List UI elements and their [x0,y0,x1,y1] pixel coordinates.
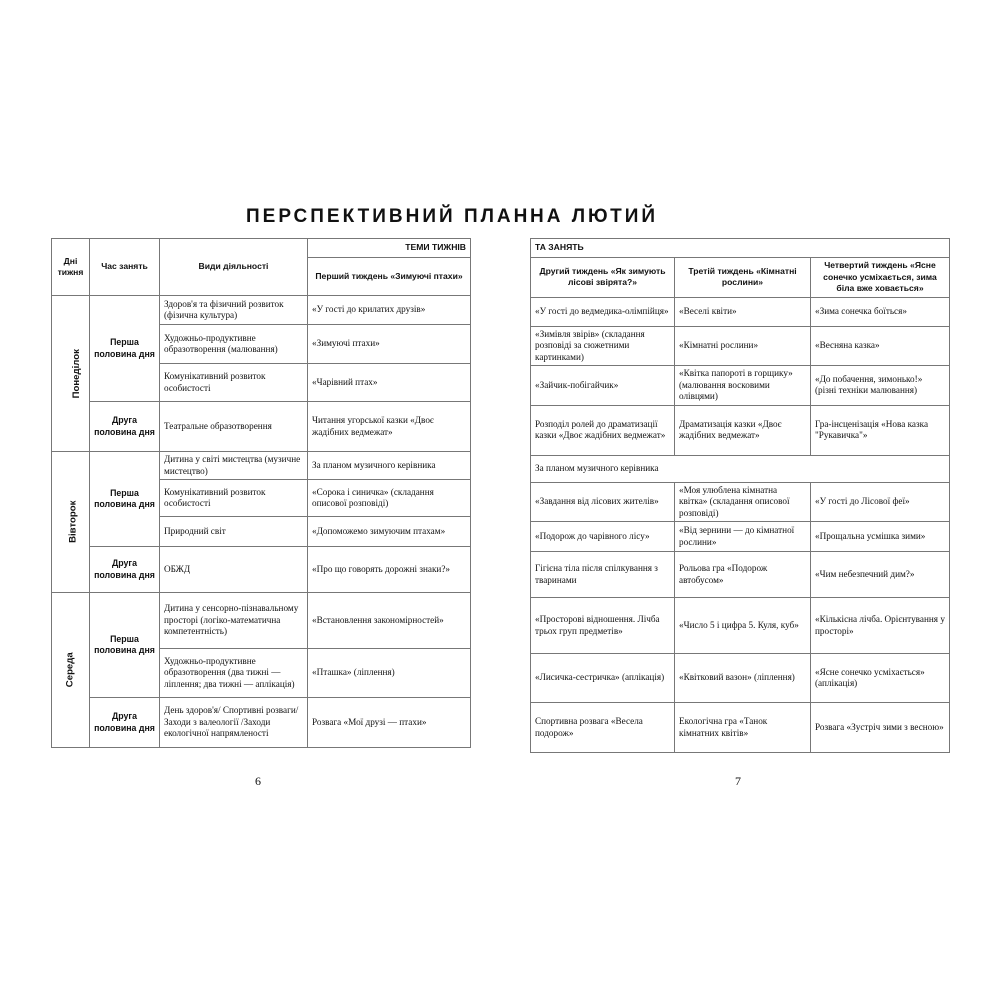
week3-cell: «Моя улюблена кімнатна квітка» (складання описової розповіді) [675,482,811,522]
day-monday: Понеділок [52,296,90,452]
day-tuesday: Вівторок [52,452,90,593]
week1-cell: «Пташка» (ліплення) [308,649,471,698]
week3-cell: «Кімнатні рослини» [675,326,811,366]
activity-cell: Комунікативний розвиток особистості [160,480,308,517]
half-first-tuesday: Перша половина дня [90,452,160,547]
week4-cell: «Ясне сонечко усміхається» (аплікація) [811,654,950,703]
half-first-wednesday: Перша половина дня [90,593,160,698]
merged-music-cell: За планом музичного керівника [531,455,950,482]
activity-cell: Здоров'я та фізичний розвиток (фізична культура) [160,296,308,325]
half-first-monday: Перша половина дня [90,296,160,402]
week3-cell: «Від зернини — до кімнатної рослини» [675,522,811,552]
header-activities: Види діяльності [160,239,308,296]
half-second-tuesday: Друга половина дня [90,547,160,593]
week2-cell: «Зайчик-побігайчик» [531,366,675,406]
half-second-monday: Друга половина дня [90,402,160,452]
page-number-left: 6 [255,774,261,788]
week3-cell: «Квітка папороті в горщику» (малювання восковими олівцями) [675,366,811,406]
week4-cell: «Кількісна лічба. Орієнтування у просторі» [811,598,950,654]
week3-cell: «Число 5 і цифра 5. Куля, куб» [675,598,811,654]
week3-cell: «Квітковий вазон» (ліплення) [675,654,811,703]
header-title-right: ТА ЗАНЯТЬ [531,239,950,258]
activity-cell: Театральне образотворення [160,402,308,452]
week4-cell: «До побачення, зимонько!» (різні техніки малювання) [811,366,950,406]
plan-heading-left: ПЕРСПЕКТИВНИЙ ПЛАН [246,206,531,227]
page-number-right: 7 [735,774,741,788]
week2-cell: «Лисичка-сестричка» (аплікація) [531,654,675,703]
week2-cell: «Завдання від лісових жителів» [531,482,675,522]
week1-cell: «Про що говорять дорожні знаки?» [308,547,471,593]
week1-cell: Розвага «Мої друзі — птахи» [308,698,471,748]
week1-cell: «Сорока і синичка» (складання описової розповіді) [308,480,471,517]
week2-cell: «Просторові відношення. Лічба трьох груп предметів» [531,598,675,654]
week1-cell: За планом музичного керівника [308,452,471,480]
activity-cell: Художньо-продуктивне образотворення (малювання) [160,325,308,364]
week2-cell: Гігієна тіла після спілкування з тваринами [531,552,675,598]
week4-cell: Гра-інсценізація «Нова казка "Рукавичка"» [811,405,950,455]
week4-cell: Розвага «Зустріч зими з весною» [811,703,950,753]
header-week2: Другий тиждень «Як зимують лісові звірята?» [531,258,675,298]
week2-cell: Спортивна розвага «Весела подорож» [531,703,675,753]
week1-cell: «Зимуючі птахи» [308,325,471,364]
week3-cell: Рольова гра «Подорож автобусом» [675,552,811,598]
week2-cell: «У гості до ведмедика-олімпійця» [531,297,675,326]
activity-cell: Дитина у світі мистецтва (музичне мистецтво) [160,452,308,480]
week2-cell: Розподіл ролей до драматизації казки «Двоє жадібних ведмежат» [531,405,675,455]
header-week4: Четвертий тиждень «Ясне сонечко усміхається, зима біла вже ховається» [811,258,950,298]
activity-cell: День здоров'я/ Спортивні розваги/ Заходи з валеології /Заходи екологічної напрямленості [160,698,308,748]
week3-cell: Драматизація казки «Двоє жадібних ведмежат» [675,405,811,455]
week1-cell: Читання угорської казки «Двоє жадібних ведмежат» [308,402,471,452]
week1-cell: «Допоможемо зимуючим птахам» [308,517,471,547]
header-themes: ТЕМИ ТИЖНІВ [308,239,471,258]
week2-cell: «Зимівля звірів» (складання розповіді за сюжетними картинками) [531,326,675,366]
week4-cell: «Прощальна усмішка зими» [811,522,950,552]
activity-cell: Дитина у сенсорно-пізнавальному просторі (логіко-математична компетентність) [160,593,308,649]
week3-cell: «Веселі квіти» [675,297,811,326]
week4-cell: «У гості до Лісової феї» [811,482,950,522]
activity-cell: ОБЖД [160,547,308,593]
week4-cell: «Зима сонечка боїться» [811,297,950,326]
header-days: Дні тижня [52,239,90,296]
week1-cell: «Чарівний птах» [308,364,471,402]
week4-cell: «Весняна казка» [811,326,950,366]
plan-table-left [51,238,471,748]
plan-table-right [530,238,950,753]
week4-cell: «Чим небезпечний дим?» [811,552,950,598]
activity-cell: Художньо-продуктивне образотворення (два тижні — ліплення; два тижні — аплікація) [160,649,308,698]
header-week1: Перший тиждень «Зимуючі птахи» [308,258,471,296]
activity-cell: Комунікативний розвиток особистості [160,364,308,402]
activity-cell: Природний світ [160,517,308,547]
day-wednesday: Середа [52,593,90,748]
week2-cell: «Подорож до чарівного лісу» [531,522,675,552]
week3-cell: Екологічна гра «Танок кімнатних квітів» [675,703,811,753]
week1-cell: «У гості до крилатих друзів» [308,296,471,325]
week1-cell: «Встановлення закономірностей» [308,593,471,649]
header-week3: Третій тиждень «Кімнатні рослини» [675,258,811,298]
plan-heading-right: НА ЛЮТИЙ [530,206,659,227]
half-second-wednesday: Друга половина дня [90,698,160,748]
header-time: Час занять [90,239,160,296]
